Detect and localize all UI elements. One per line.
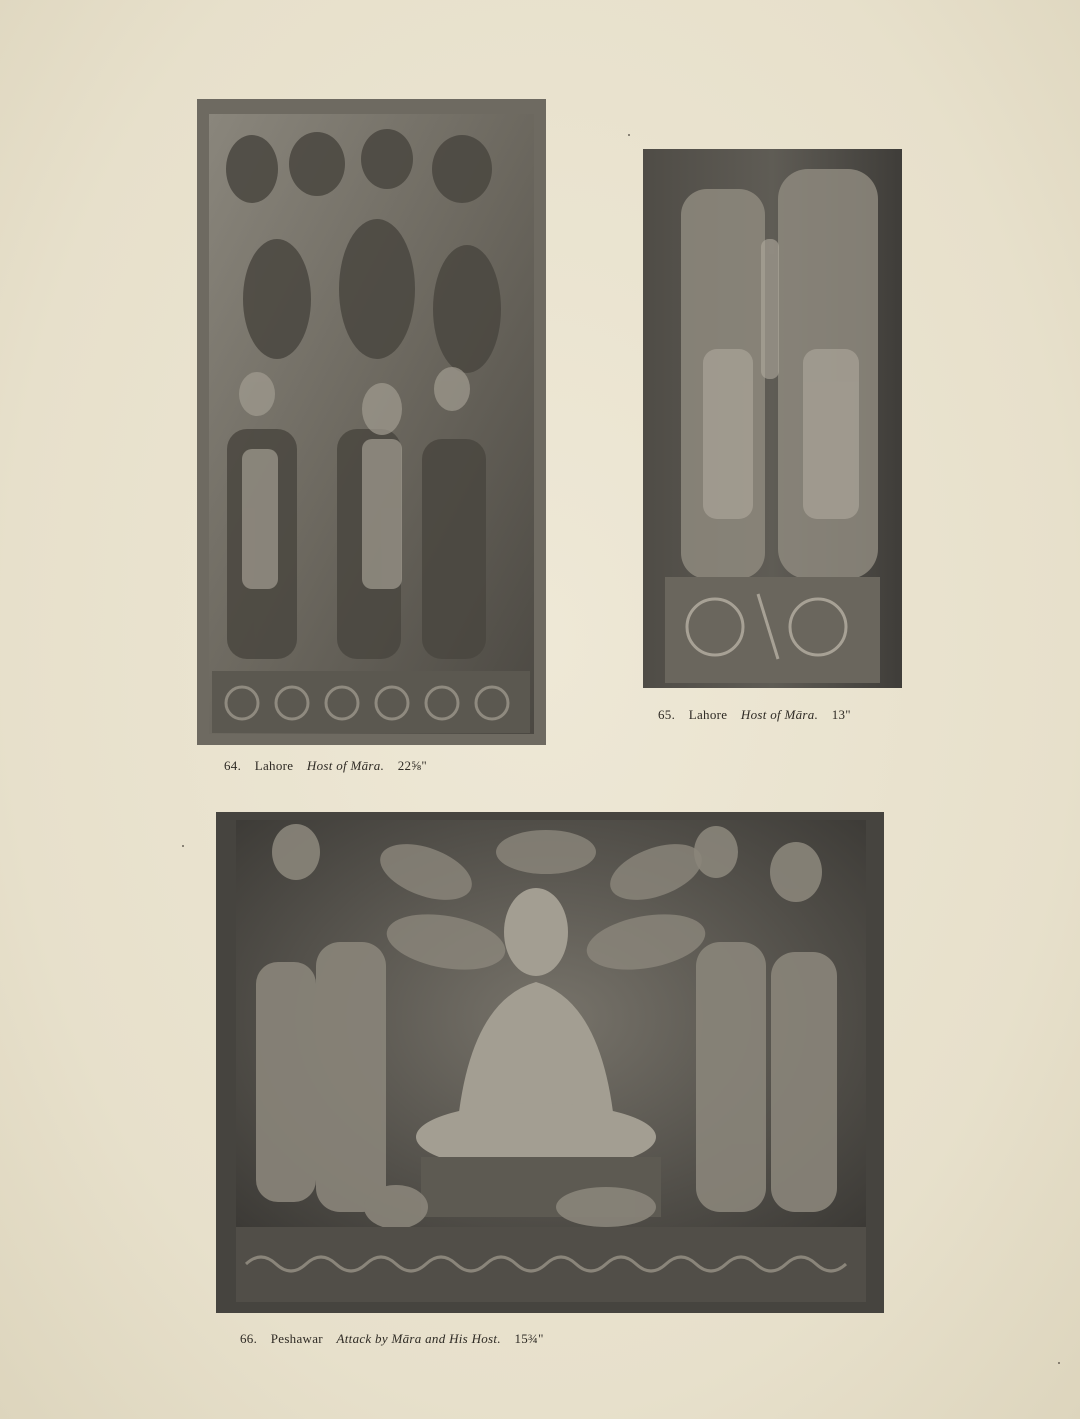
plate-65-number: 65.: [658, 707, 676, 722]
plate-66-number: 66.: [240, 1331, 258, 1346]
paper-speck: [628, 134, 630, 136]
plate-66-location: Peshawar: [270, 1331, 323, 1346]
relief-66-image: [216, 812, 884, 1313]
relief-65-image: [643, 149, 902, 688]
plate-65-size: 13": [831, 707, 851, 722]
plate-64-location: Lahore: [254, 758, 294, 773]
plate-65-location: Lahore: [688, 707, 728, 722]
plate-66-size: 15¾": [514, 1331, 544, 1346]
plate-64-size: 22⅝": [397, 758, 427, 773]
plate-65-caption: [658, 707, 851, 723]
plate-64-number: 64.: [224, 758, 242, 773]
paper-speck: [1058, 1362, 1060, 1364]
plate-65-title: Host of Māra.: [740, 707, 819, 722]
plate-64-photo: [197, 99, 546, 745]
paper-speck: [182, 845, 184, 847]
plate-64-caption: [224, 758, 427, 774]
plate-66-title: Attack by Māra and His Host.: [336, 1331, 501, 1346]
plate-65-photo: [643, 149, 902, 688]
relief-64-image: [197, 99, 546, 745]
plate-64-title: Host of Māra.: [306, 758, 385, 773]
plate-66-caption: [240, 1331, 544, 1347]
plate-66-photo: [216, 812, 884, 1313]
